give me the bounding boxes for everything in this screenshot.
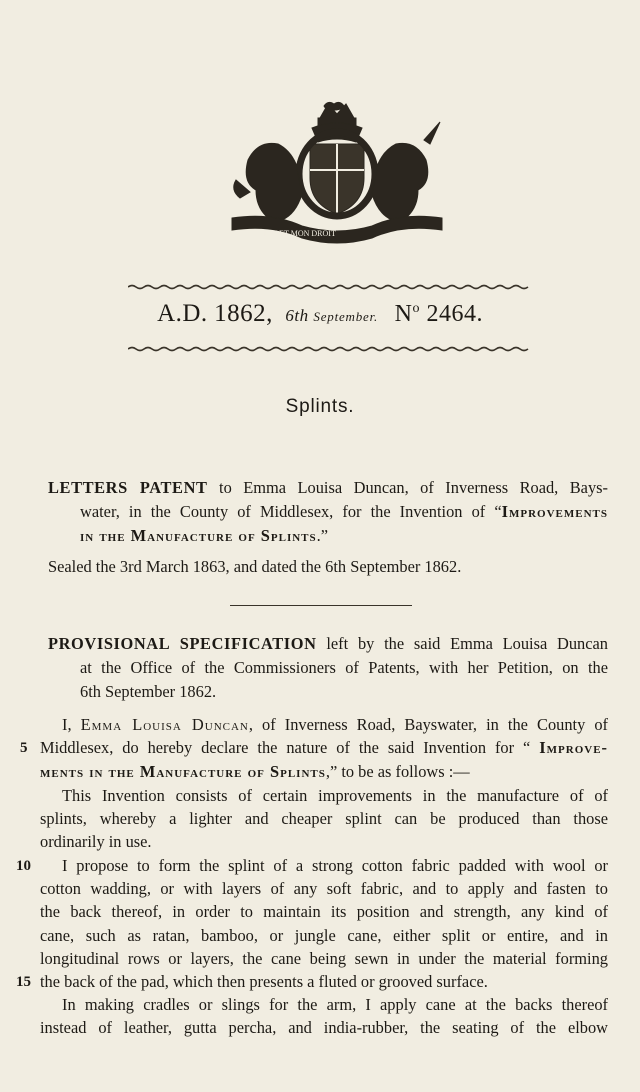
- ornamental-rule-bottom: [128, 345, 530, 353]
- ornamental-rule-top: [128, 283, 530, 291]
- body-smallcaps-2: Improve-: [539, 738, 608, 757]
- line-number-10: 10: [16, 858, 31, 874]
- body-line-10: cane, such as ratan, bamboo, or jungle cane, either split or entire, and in: [40, 926, 608, 945]
- letters-patent-line-1: [48, 478, 608, 498]
- line-number-5: 5: [20, 740, 28, 756]
- patent-day: 6th: [285, 306, 309, 325]
- patent-number: [395, 301, 483, 327]
- number-value: 2464.: [426, 301, 483, 327]
- patent-month: September.: [313, 309, 379, 324]
- line-number-15: 15: [16, 974, 31, 990]
- body-line-12: the back of the pad, which then presents a fluted or grooved surface.: [40, 972, 488, 991]
- letters-patent-text-3: .”: [316, 526, 329, 545]
- section-divider: [230, 605, 412, 606]
- provisional-line-2: at the Office of the Commissioners of Patents, with her Petition, on the: [80, 658, 608, 677]
- body-line-7: I propose to form the splint of a strong cotton fabric padded with wool or: [62, 856, 608, 875]
- crest-motto-left: DIEU ET MON DROIT: [258, 229, 336, 238]
- body-line-6: ordinarily in use.: [40, 832, 152, 851]
- letters-patent-text-1: to Emma Louisa Duncan, of Inverness Road, Bays-: [219, 478, 608, 497]
- provisional-heading: PROVISIONAL SPECIFICATION: [48, 634, 317, 653]
- letters-patent-line-3: [80, 526, 608, 546]
- patent-date: [285, 306, 378, 325]
- provisional-text-1: left by the said Emma Louisa Duncan: [326, 634, 608, 653]
- inventor-name: Emma Louisa Duncan: [80, 715, 249, 734]
- patent-title: Splints.: [285, 396, 355, 417]
- letters-patent-text-2: water, in the County of Middlesex, for the Invention of “: [80, 502, 502, 521]
- body-line-3: [40, 762, 608, 782]
- body-line-8: cotton wadding, or with layers of any soft fabric, and to apply and fasten to: [40, 879, 608, 898]
- body-line-4: This Invention consists of certain improvements in the manufacture of of: [62, 786, 608, 805]
- letters-patent-line-2: [80, 502, 608, 522]
- patent-header: [0, 300, 640, 328]
- royal-coat-of-arms: [228, 100, 446, 248]
- body-text-1b: , of Inverness Road, Bayswater, in the County of: [248, 715, 609, 734]
- body-line-5: splints, whereby a lighter and cheaper splint can be produced than those: [40, 809, 608, 828]
- letters-patent-smallcaps-2: Improvements: [501, 502, 608, 521]
- anno-domini: A.D.: [157, 300, 208, 327]
- body-line-11: longitudinal rows or layers, the cane being sewn in under the material forming: [40, 949, 608, 968]
- body-line-13: In making cradles or slings for the arm, I apply cane at the backs thereof: [62, 995, 608, 1014]
- body-line-2: [40, 738, 608, 758]
- number-prefix: N: [394, 301, 413, 327]
- body-line-9: the back thereof, in order to maintain its position and strength, any kind of: [40, 902, 608, 921]
- provisional-line-3: 6th September 1862.: [80, 682, 217, 701]
- body-text-3: ,” to be as follows :—: [325, 762, 470, 781]
- body-line-1: [62, 715, 608, 735]
- letters-patent-smallcaps-3: in the Manufacture of Splints: [80, 526, 317, 545]
- letters-patent-heading: LETTERS PATENT: [48, 478, 208, 497]
- body-line-14: instead of leather, gutta percha, and india-rubber, the seating of the elbow: [40, 1018, 608, 1037]
- number-prefix-sup: o: [412, 301, 420, 316]
- body-text-2a: Middlesex, do hereby declare the nature of the said Invention for “: [40, 738, 540, 757]
- body-text-1a: I,: [62, 715, 81, 734]
- patent-year: 1862,: [214, 300, 273, 327]
- body-smallcaps-3: ments in the Manufacture of Splints: [40, 762, 326, 781]
- sealed-line: Sealed the 3rd March 1863, and dated the 6th September 1862.: [48, 557, 462, 576]
- provisional-line-1: [48, 634, 608, 654]
